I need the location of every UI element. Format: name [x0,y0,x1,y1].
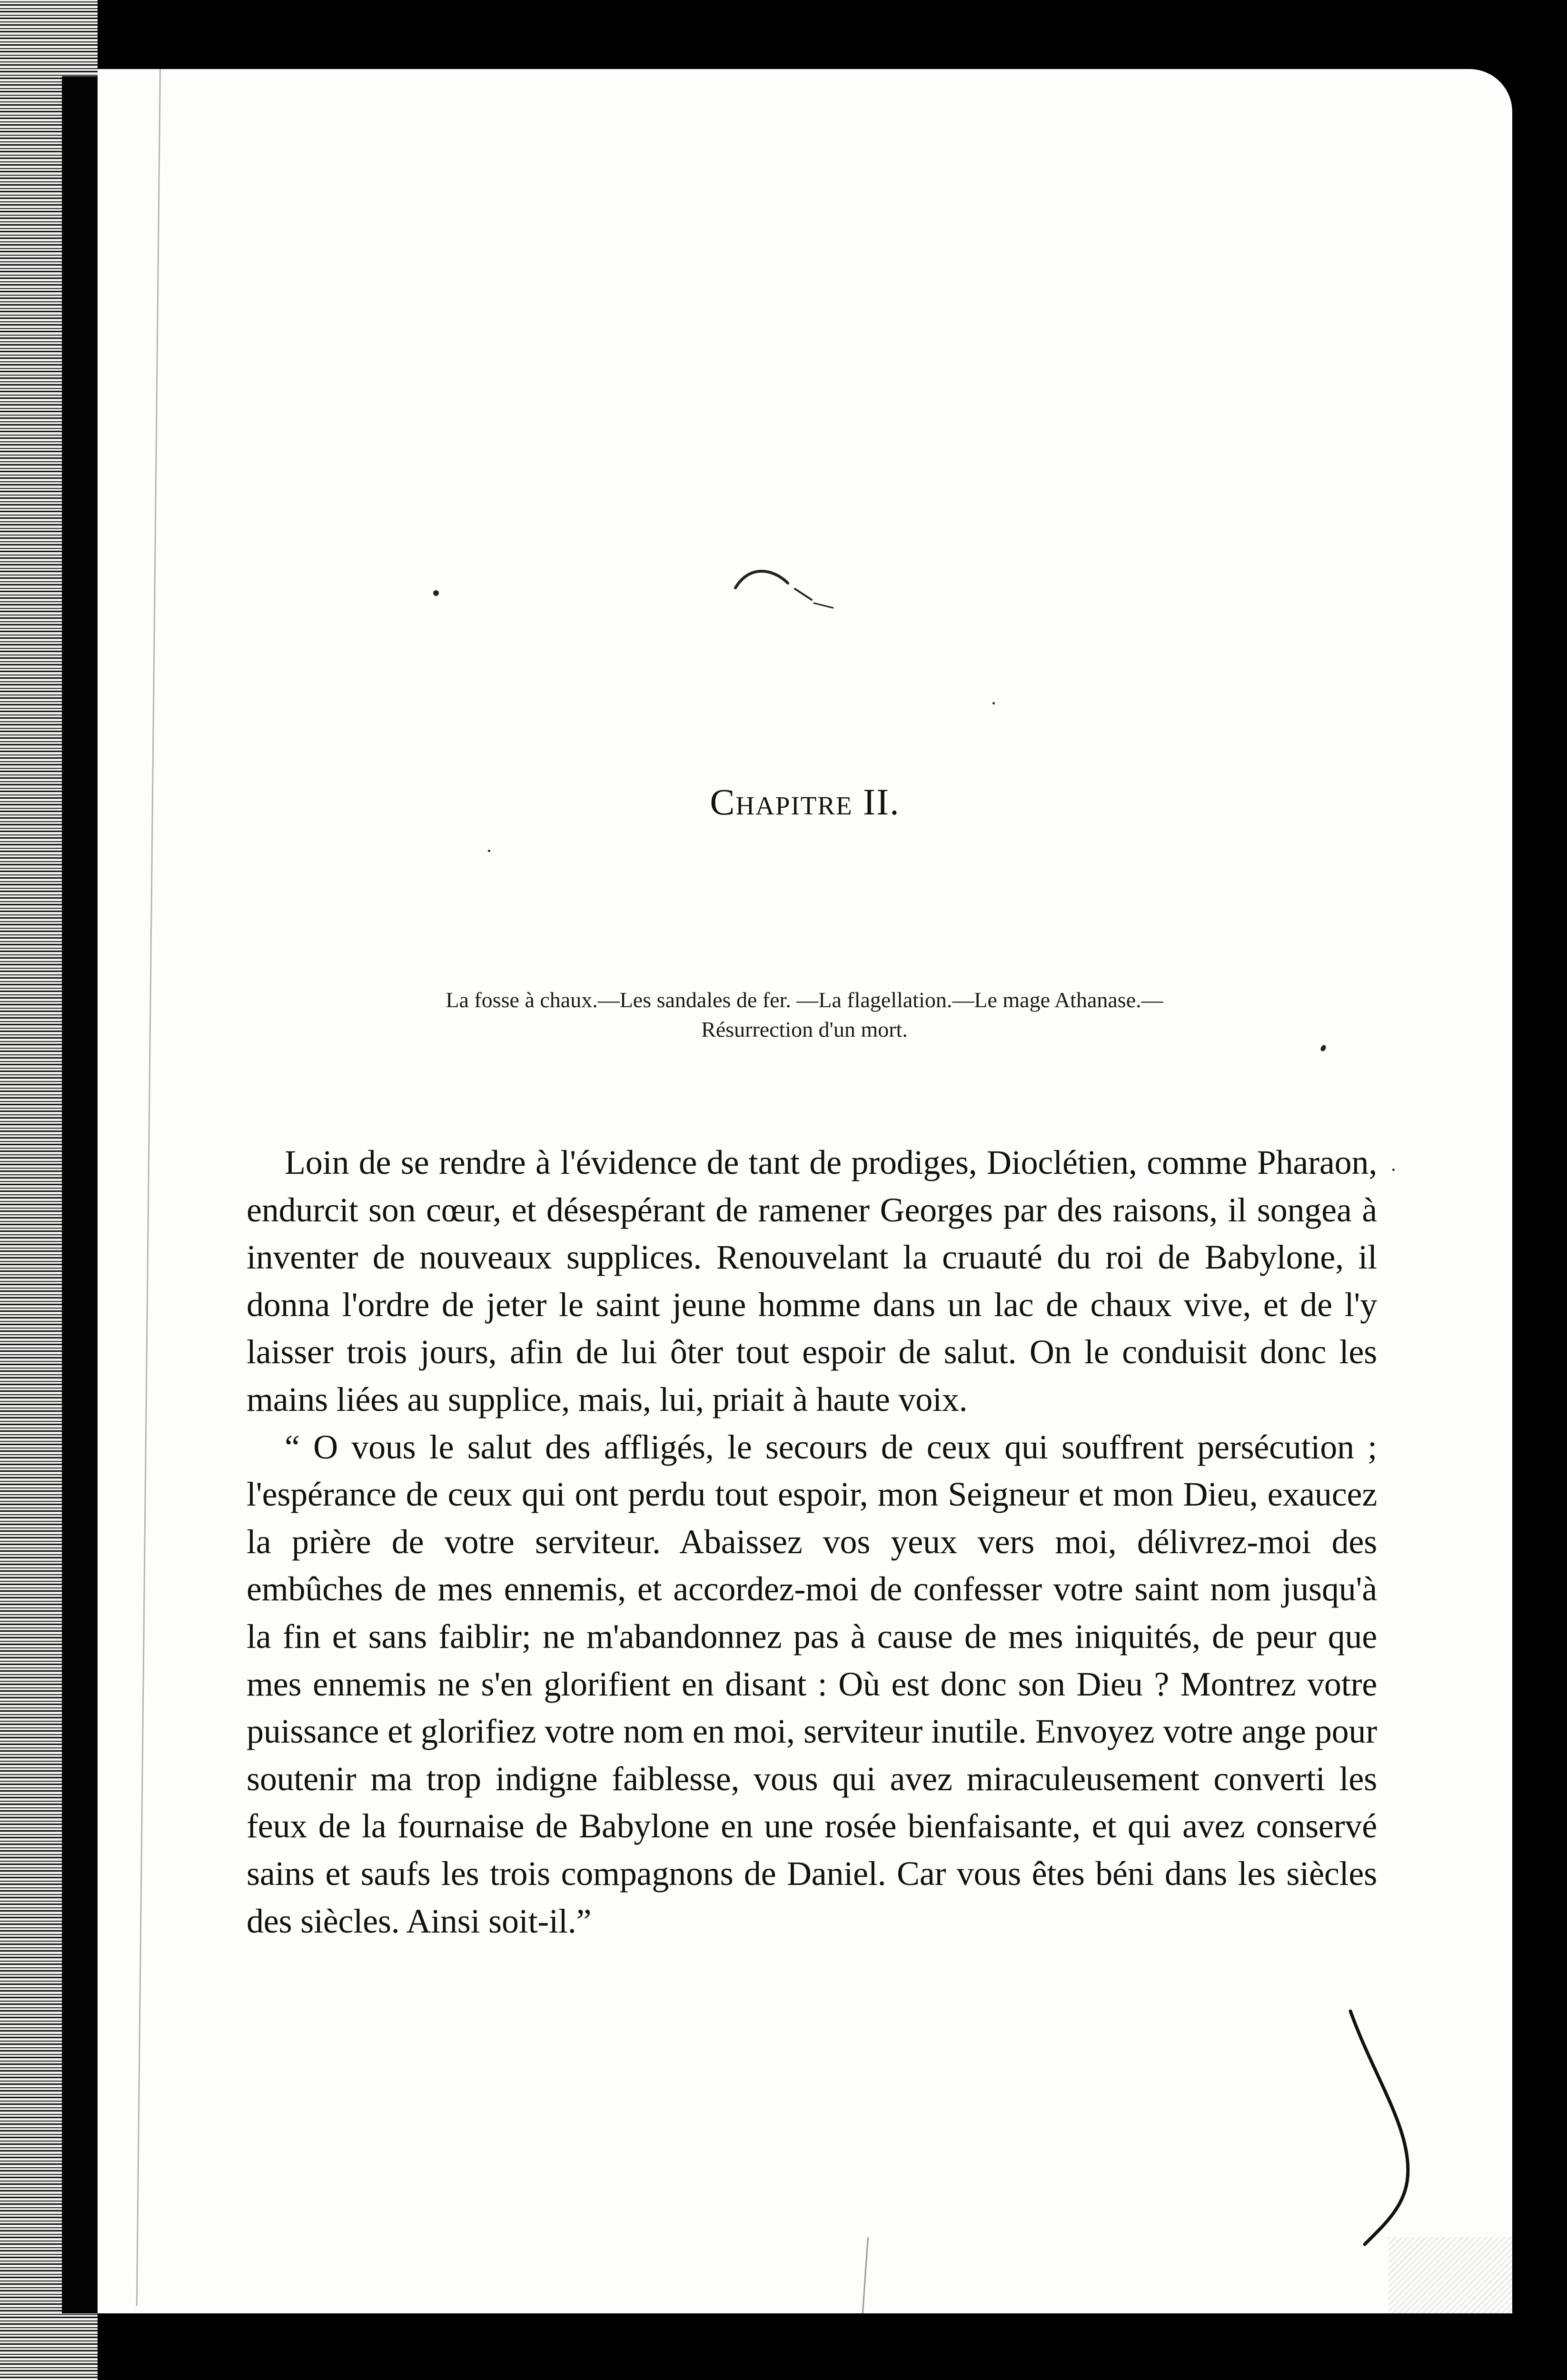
ink-speck [992,702,995,704]
summary-line: La fosse à chaux.—Les sandales de fer. —La flagellation.—Le mage Athanase.— [446,988,1163,1012]
ink-speck [1319,1044,1327,1052]
margin-bracket-mark [1346,2006,1417,2254]
chapter-title: Chapitre II. [710,781,900,823]
ornament-mark [731,555,854,616]
chapter-body [247,1139,1377,1945]
paper-crease [861,2237,869,2313]
page-corner-wear [1388,2237,1512,2313]
ink-speck [1392,1169,1395,1171]
body-paragraph: Loin de se rendre à l'évidence de tant de prodiges, Dioclétien, comme Pharaon, endurcit son cœur, et désespérant de ramener Georges par des raisons, il songea à inventer de nouveaux supplices. Renouvelant la cruauté du roi de Babylone, il donna l'ordre de jeter le saint jeune homme dans un lac de chaux vive, et de l'y laisser trois jours, afin de lui ôter tout espoir de salut. On le conduisit donc les mains liées au supplice, mais, lui, priait à haute voix. [247,1143,1377,1418]
ink-speck [488,850,490,852]
binding-shadow [62,76,98,2313]
chapter-summary [240,985,1369,1044]
scanned-page [98,69,1512,2313]
margin-rule [136,69,161,2306]
body-paragraph: “ O vous le salut des affligés, le secours de ceux qui souffrent persécution ; l'espérance de ceux qui ont perdu tout espoir, mon Seigneur et mon Dieu, exaucez la prière de votre serviteur. Abaissez vos yeux vers moi, délivrez-moi des embûches de mes ennemis, et accordez-moi de confesser votre saint nom jusqu'à la fin et sans faiblir; ne m'abandonnez pas à cause de mes iniquités, de peur que mes ennemis ne s'en glorifient en disant : Où est donc son Dieu ? Montrez votre puissance et glorifiez votre nom en moi, serviteur inutile. Envoyez votre ange pour soutenir ma trop indigne faiblesse, vous qui avez miraculeusement converti les feux de la fournaise de Babylone en une rosée bienfaisante, et qui avez conservé sains et saufs les trois compagnons de Daniel. Car vous êtes béni dans les siècles des siècles. Ainsi soit-il.” [247,1428,1377,1940]
ink-speck [433,590,439,596]
summary-line: Résurrection d'un mort. [701,1017,908,1041]
